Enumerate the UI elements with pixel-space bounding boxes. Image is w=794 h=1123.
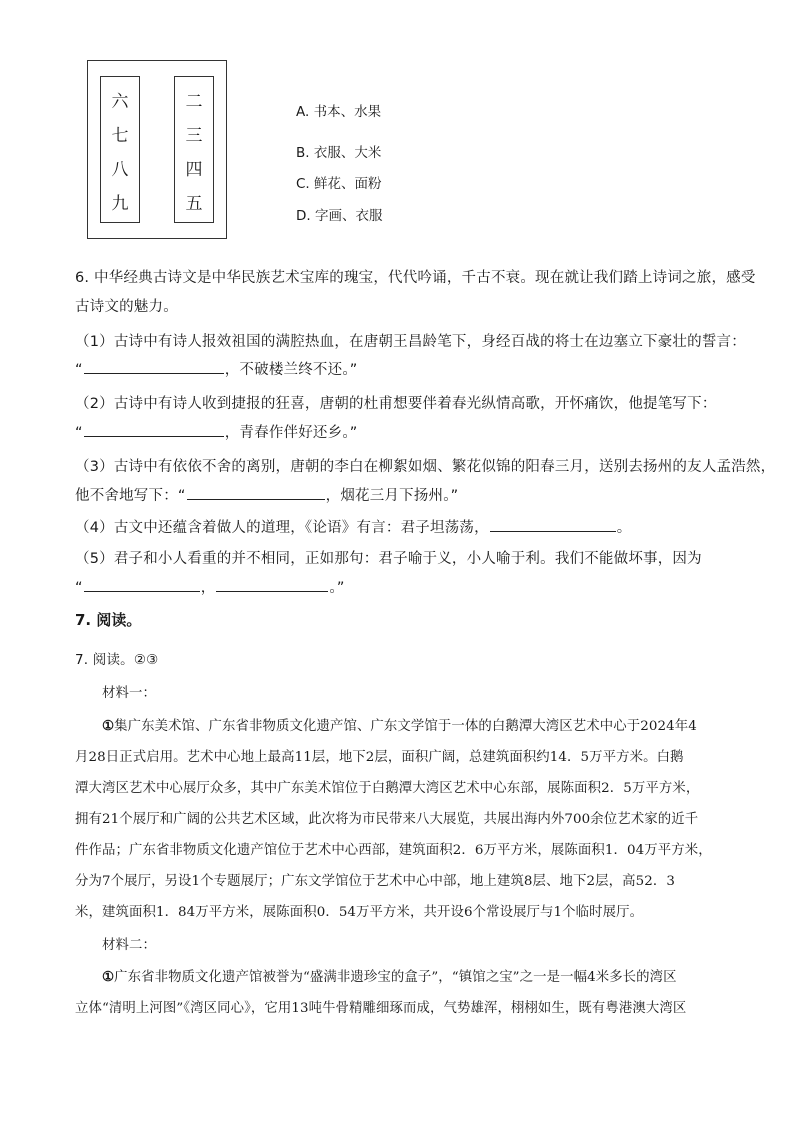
q6-part2-answer-line (75, 421, 357, 442)
figure-char: 八 (111, 160, 129, 180)
material1-title: 材料一： (102, 686, 156, 701)
option-d: D. 字画、衣服 (296, 208, 383, 224)
q7-subline-prefix: 7. 阅读。 (75, 652, 134, 668)
answer-blank[interactable] (84, 359, 224, 374)
circled-number: ① (102, 969, 115, 985)
option-a: A. 书本、水果 (296, 104, 382, 120)
q6-part4-line (75, 516, 631, 537)
q6-part3-answer-line (75, 484, 458, 505)
answer-blank[interactable] (216, 577, 328, 592)
q6-part1-prompt: （1）古诗中有诗人报效祖国的满腔热血，在唐朝王昌龄笔下，身经百战的将士在边塞立下豪壮的誓言： (75, 334, 746, 350)
material-text: 广东省非物质文化遗产馆被誉为“盛满非遗珍宝的盒子”，“镇馆之宝”之一是一幅4米多长的湾区 (114, 970, 677, 985)
figure-char: 三 (185, 126, 203, 146)
q6-part5-answer-line (75, 576, 345, 597)
figure-char: 五 (185, 194, 203, 214)
verse-tail: ，不破楼兰终不还。” (224, 362, 358, 378)
q6-intro-line1: 6. 中华经典古诗文是中华民族艺术宝库的瑰宝，代代吟诵，千古不衰。现在就让我们踏上诗词之旅，感受 (75, 270, 756, 286)
q6-part5-prompt: （5）君子和小人看重的并不相同，正如那句：君子喻于义，小人喻于利。我们不能做坏事，因为 (75, 551, 702, 567)
material1-line: 拥有21个展厅和广阔的公共艺术区域，此次将为市民带来八大展览，共展出海内外700余位艺术家的近千 (75, 812, 699, 827)
prompt-head: （4）古文中还蕴含着做人的道理，《论语》有言：君子坦荡荡， (75, 520, 489, 536)
answer-blank[interactable] (84, 577, 200, 592)
option-c: C. 鲜花、面粉 (296, 176, 382, 192)
figure-char: 二 (185, 92, 203, 112)
answer-blank[interactable] (84, 422, 224, 437)
open-quote: “ (75, 362, 83, 378)
option-b: B. 衣服、大米 (296, 145, 382, 161)
open-quote: “ (75, 580, 83, 596)
figure-char: 四 (185, 160, 203, 180)
right-number-scroll (174, 76, 214, 223)
q7-subline-marks: ②③ (133, 652, 159, 668)
answer-blank[interactable] (490, 517, 616, 532)
circled-number: ① (102, 718, 115, 734)
q6-intro-line2: 古诗文的魅力。 (75, 299, 178, 315)
figure-char: 九 (111, 194, 129, 214)
material1-line: 件作品；广东省非物质文化遗产馆位于艺术中心西部，建筑面积2．6万平方米，展陈面积1．04万平方米， (75, 843, 712, 858)
material1-line: 月28日正式启用。艺术中心地上最高11层，地下2层，面积广阔，总建筑面积约14．5万平方米。白鹅 (75, 750, 684, 765)
couplet-figure (87, 60, 227, 239)
q6-part3-prompt: （3）古诗中有依依不舍的离别，唐朝的李白在柳絮如烟、繁花似锦的阳春三月，送别去扬州的友人孟浩然， (75, 459, 776, 475)
verse-tail: ，青春作伴好还乡。” (224, 425, 358, 441)
material1-line: 潭大湾区艺术中心展厅众多，其中广东美术馆位于白鹅潭大湾区艺术中心东部，展陈面积2．5万平方米， (75, 781, 700, 796)
comma: ， (200, 580, 216, 596)
material2-line: 立体“清明上河图”《湾区同心》，它用13吨牛骨精雕细琢而成，气势雄浑，栩栩如生，既有粤港澳大湾区 (75, 1001, 687, 1016)
figure-char: 六 (111, 92, 129, 112)
material1-line (102, 715, 697, 734)
verse-tail: ，烟花三月下扬州。” (325, 488, 459, 504)
figure-char: 七 (111, 126, 129, 146)
q6-part1-answer-line (75, 358, 357, 379)
verse-tail: 。 (616, 520, 632, 536)
material1-line: 分为7个展厅，另设1个专题展厅；广东文学馆位于艺术中心中部，地上建筑8层、地下2层，高52．3 (75, 874, 675, 889)
material1-line: 米，建筑面积1．84万平方米，展陈面积0．54万平方米，共开设6个常设展厅与1个临时展厅。 (75, 905, 644, 920)
open-quote: “ (75, 425, 83, 441)
material-text: 集广东美术馆、广东省非物质文化遗产馆、广东文学馆于一体的白鹅潭大湾区艺术中心于2024年4 (114, 719, 697, 734)
left-number-scroll (100, 76, 140, 223)
material2-title: 材料二： (102, 938, 156, 953)
q7-heading: 7. 阅读。 (75, 611, 142, 629)
answer-blank[interactable] (187, 485, 325, 500)
verse-tail: 。” (329, 580, 345, 596)
q7-subline (75, 648, 158, 668)
material2-line (102, 966, 677, 985)
prompt-head: 他不舍地写下：“ (75, 488, 186, 504)
q6-part2-prompt: （2）古诗中有诗人收到捷报的狂喜，唐朝的杜甫想要伴着春光纵情高歌，开怀痛饮，他提笔写下： (75, 396, 717, 412)
